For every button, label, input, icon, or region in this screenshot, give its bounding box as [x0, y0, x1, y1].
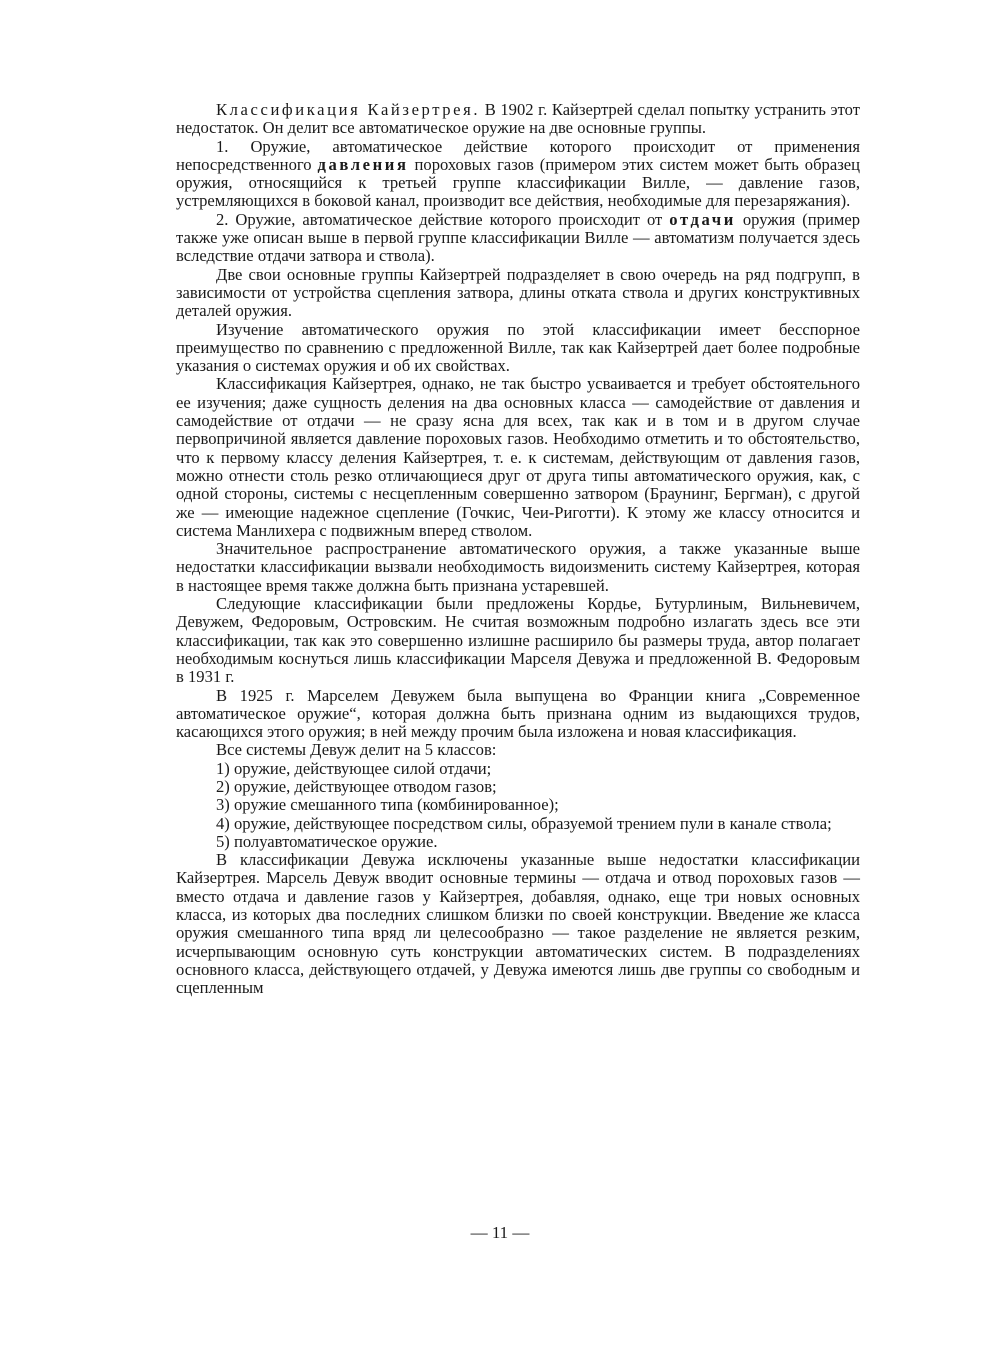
page-number: — 11 —: [470, 1223, 530, 1242]
paragraph-kaiserthrey-intro: [176, 101, 860, 138]
paragraph-deuge-classes: Все системы Девуж делит на 5 классов:: [216, 740, 497, 760]
document-body: [176, 101, 860, 998]
paragraph-obsolete: Значительное распространение автоматического оружия, а также указанные выше недостатки классификации вызвали необходимость видоизменить систему Кайзертрея, которая в настоящее время также должна быть признана устаревшей.: [176, 539, 860, 595]
list-item: 3) оружие смешанного типа (комбинированное);: [216, 795, 559, 815]
emphasis-term: отдачи: [669, 209, 736, 229]
paragraph-group-2: [176, 211, 860, 266]
list-item: 2) оружие, действующее отводом газов;: [216, 776, 497, 796]
paragraph-text: 2. Оружие, автоматическое действие которого происходит от: [216, 209, 670, 229]
paragraph-other-classifications: Следующие классификации были предложены Кордье, Бутурлиным, Вильневичем, Девужем, Федоровым, Островским. Не считая возможным подробно излагать здесь все эти классификации, так как это совершенно излишне расширило бы размеры труда, автор полагает необходимым коснуться лишь классификации Марселя Девужа и предложенной В. Федоровым в 1931 г.: [176, 594, 860, 687]
paragraph-text: В 1902 г. Кайзертрей сделал попытку устранить этот недостаток. Он делит все автоматическое оружие на две основные группы.: [176, 100, 860, 138]
list-item: 1) оружие, действующее силой отдачи;: [216, 758, 492, 778]
paragraph-text: оружия (пример также уже описан выше в первой группе классификации Вилле — автоматизм получается здесь вследствие отдачи затвора и ствола).: [176, 209, 860, 266]
paragraph-deuge-book: В 1925 г. Марселем Девужем была выпущена во Франции книга „Современное автоматическое оружие“, которая должна быть признана одним из выдающихся трудов, касающихся этого оружия; в ней между прочим была изложена и новая классификация.: [176, 685, 860, 742]
paragraph-subgroups: Две свои основные группы Кайзертрей подразделяет в свою очередь на ряд подгрупп, в зависимости от устройства сцепления затвора, длины отката ствола и других конструктивных деталей оружия.: [176, 264, 860, 321]
list-item: 4) оружие, действующее посредством силы, образуемой трением пули в канале ствола;: [216, 813, 832, 833]
paragraph-group-1: [176, 138, 860, 211]
paragraph-advantage: Изучение автоматического оружия по этой классификации имеет бесспорное преимущество по сравнению с предложенной Вилле, так как Кайзертрей дает более подробные указания о системах оружия и об их свойствах.: [176, 319, 860, 376]
section-heading: Классификация Кайзертрея.: [216, 100, 481, 119]
list-item: 5) полуавтоматическое оружие.: [216, 831, 438, 851]
emphasis-term: давления: [317, 154, 409, 174]
paragraph-text: 1. Оружие, автоматическое действие которого происходит от применения непосредственного: [176, 136, 860, 174]
paragraph-text: пороховых газов (примером этих систем может быть образец оружия, относящийся к третьей группе классификации Вилле, — давление газов, устремляющихся в боковой канал, производит все действия, необходимые для перезаряжания).: [176, 154, 861, 211]
paragraph-criticism: Классификация Кайзертрея, однако, не так быстро усваивается и требует обстоятельного ее изучения; даже сущность деления на два основных класса — самодействие от давления и самодействие от отдачи — не сразу ясна для всех, так как и в том и в другом случае первопричиной является давление пороховых газов. Необходимо отметить и то обстоятельство, что к первому классу деления Кайзертрея, т. е. к системам, действующим от давления газов, можно отнести столь резко отличающиеся друг от друга типы автоматического оружия, как, с одной стороны, системы с несцепленным совершенно затвором (Браунинг, Бергман), с другой же — имеющие надежное сцепление (Гочкис, Чеи-Риготти). К этому же классу относится и система Манлихера с подвижным вперед стволом.: [176, 374, 860, 540]
paragraph-deuge-analysis: В классификации Девужа исключены указанные выше недостатки классификации Кайзертрея. Марсель Девуж вводит основные термины — отдача и отвод пороховых газов — вместо отдача и давление газов у Кайзертрея, добавляя, однако, еще три новых основных класса, из которых два последних слишком близки по своей конструкции. Введение же класса оружия смешанного типа вряд ли целесообразно — такое разделение не является резким, исчерпывающим основную суть конструкции автоматических систем. В подразделениях основного класса, действующего отдачей, у Девужа имеются лишь две группы со свободным и сцепленным: [176, 850, 860, 998]
